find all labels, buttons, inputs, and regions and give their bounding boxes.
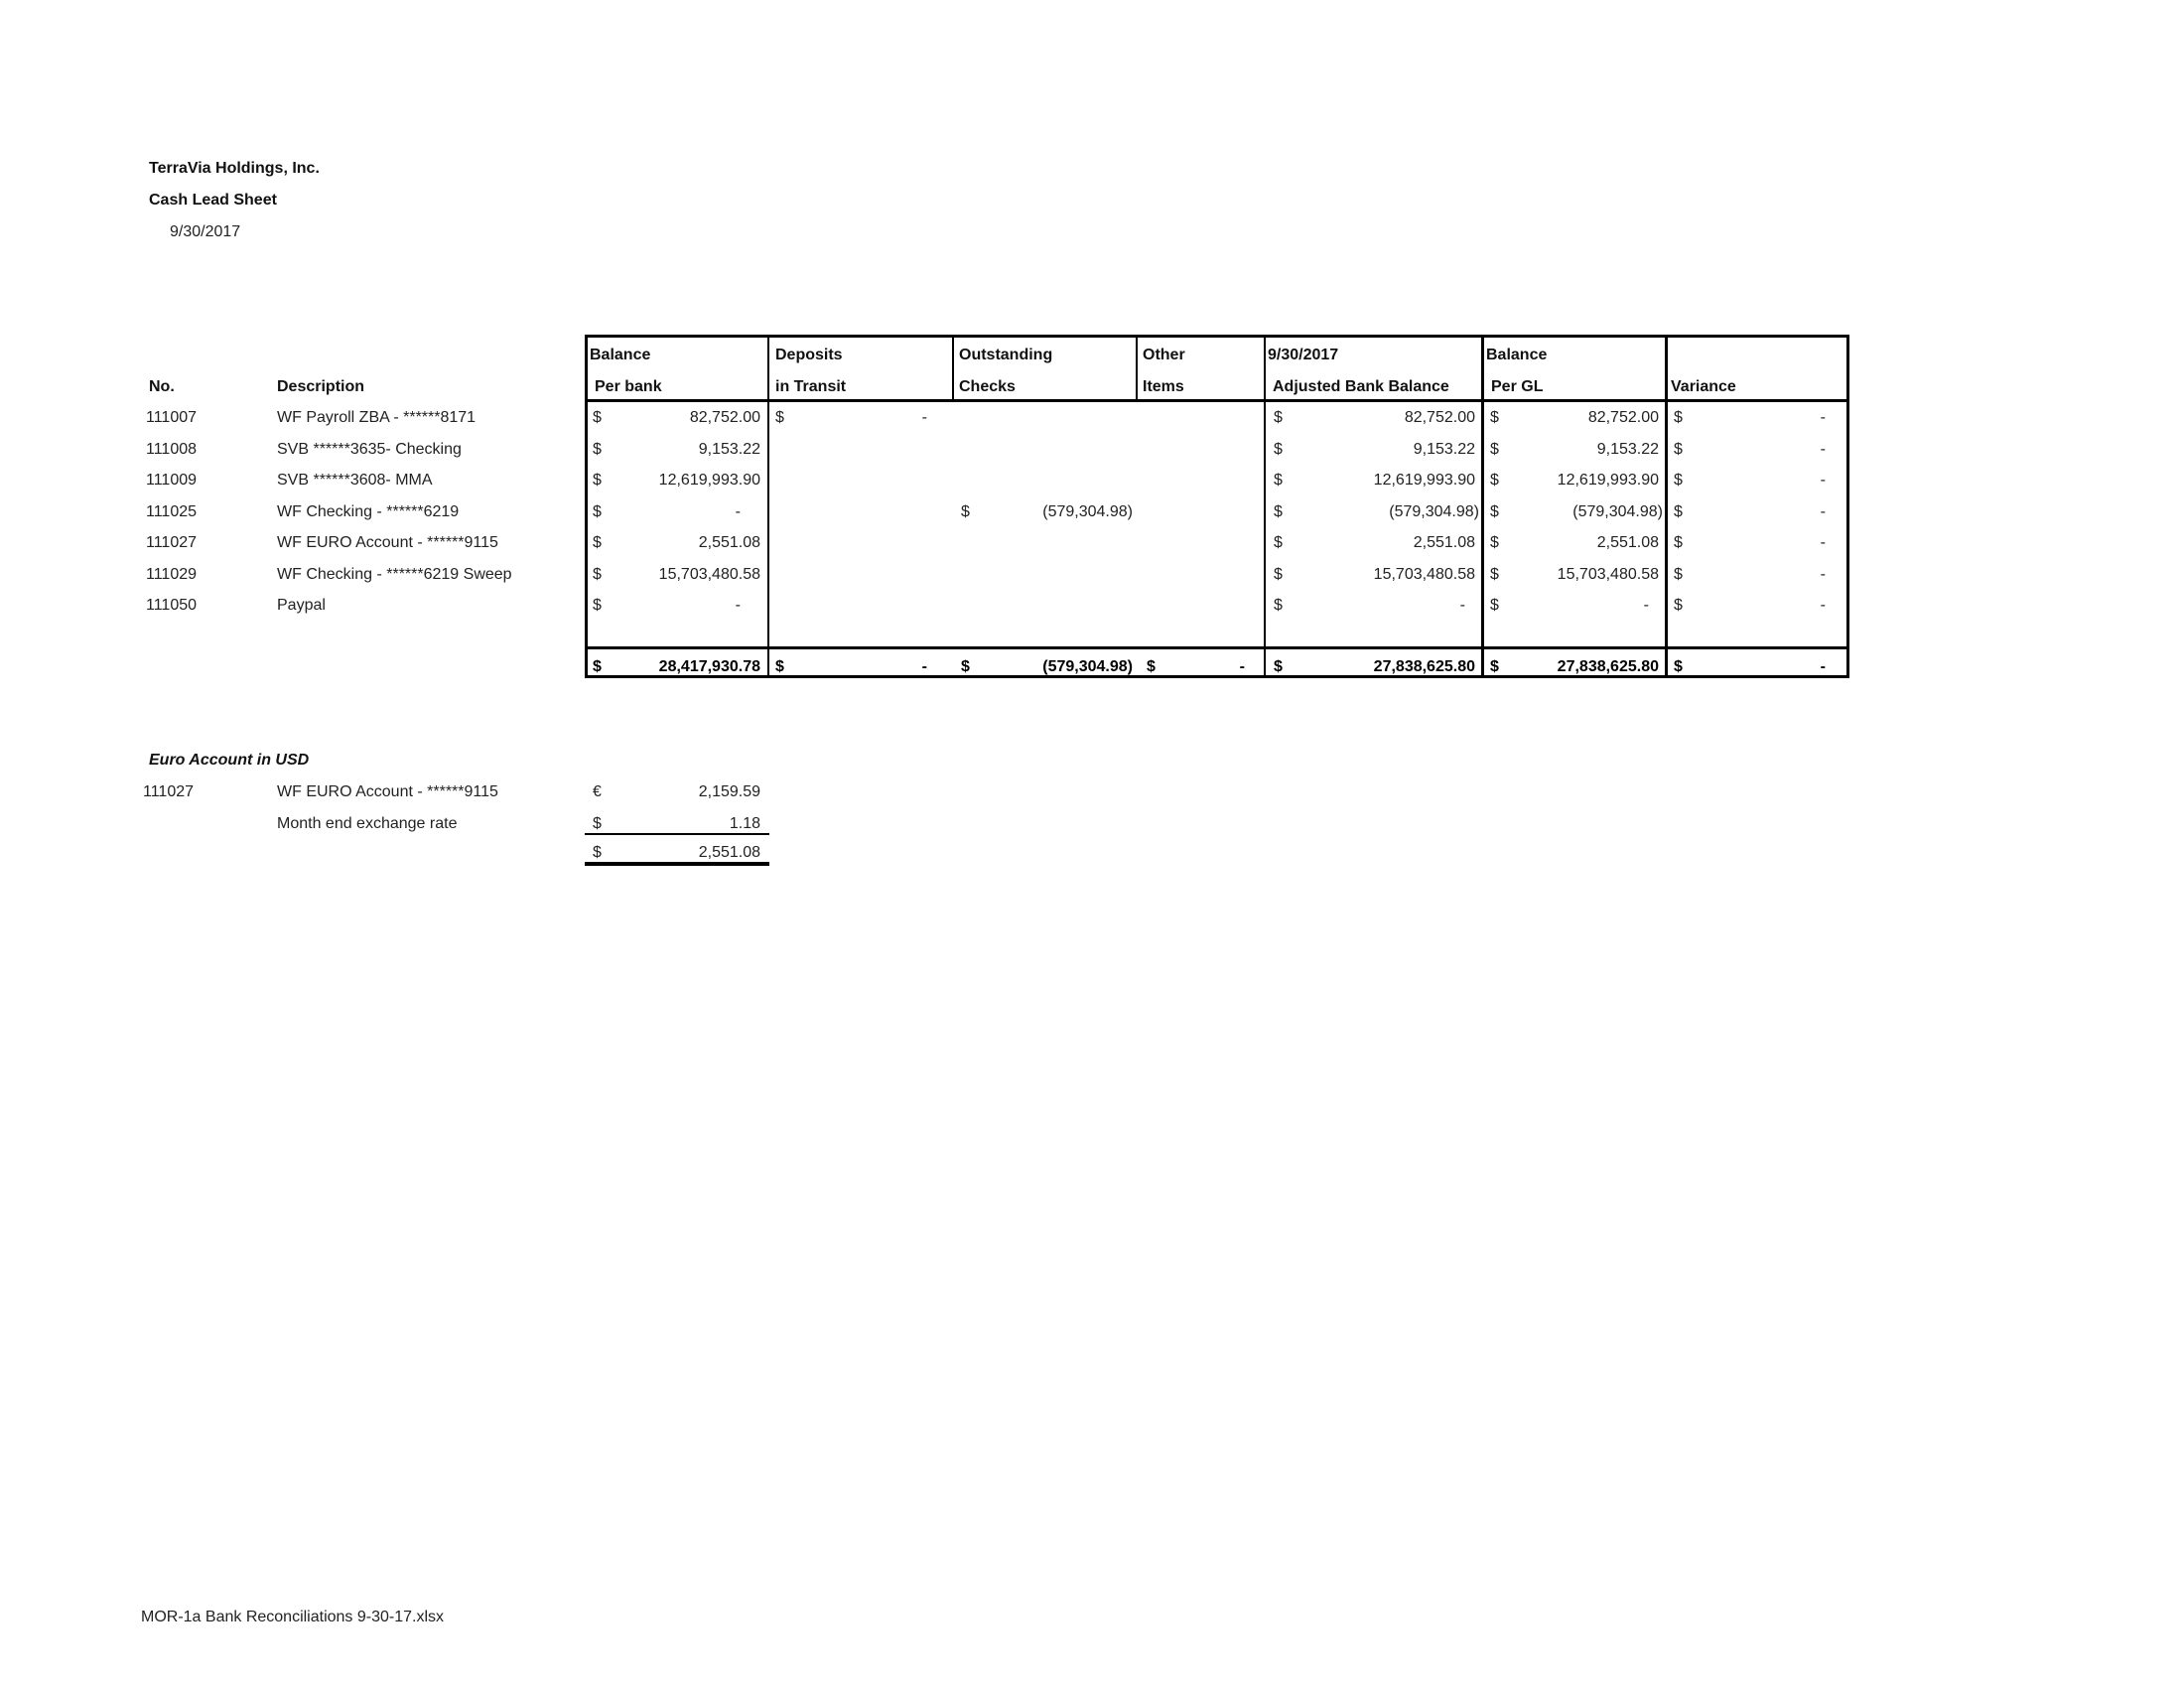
sheet-date: 9/30/2017 — [170, 223, 241, 240]
exchange-rate-value: 1.18 — [729, 815, 760, 832]
currency-symbol: $ — [1490, 658, 1499, 675]
currency-symbol: $ — [775, 409, 784, 426]
column-divider — [952, 335, 954, 401]
currency-symbol: $ — [1490, 441, 1499, 458]
currency-symbol: $ — [1490, 534, 1499, 551]
currency-symbol: $ — [593, 597, 602, 614]
subtotal-underline — [585, 833, 769, 835]
column-divider — [1665, 335, 1668, 678]
total-deposits: - — [921, 658, 927, 675]
total-other: - — [1239, 658, 1245, 675]
currency-symbol: $ — [1674, 534, 1683, 551]
adjusted-value: (579,304.98) — [1389, 503, 1479, 520]
per-gl-value: 82,752.00 — [1587, 409, 1659, 426]
currency-symbol: $ — [593, 472, 602, 489]
per-bank-value: 12,619,993.90 — [658, 472, 760, 489]
row-account-no: 111007 — [146, 409, 198, 426]
per-gl-value: 2,551.08 — [1596, 534, 1659, 551]
currency-symbol: $ — [593, 566, 602, 583]
currency-symbol: $ — [1490, 409, 1499, 426]
currency-symbol: $ — [1147, 658, 1156, 675]
total-variance: - — [1820, 658, 1826, 675]
row-description: SVB ******3608- MMA — [277, 472, 433, 489]
currency-symbol: $ — [1490, 566, 1499, 583]
currency-symbol: $ — [1674, 441, 1683, 458]
column-divider — [767, 335, 769, 678]
per-bank-value: 2,551.08 — [698, 534, 760, 551]
column-header-other-line1: Other — [1143, 347, 1185, 363]
currency-symbol: $ — [1490, 597, 1499, 614]
usd-amount: 2,551.08 — [698, 844, 760, 861]
row-account-no: 111008 — [146, 441, 198, 458]
euro-symbol: € — [593, 783, 602, 800]
currency-symbol: $ — [593, 441, 602, 458]
currency-symbol: $ — [593, 658, 602, 675]
per-gl-value: - — [1643, 597, 1649, 614]
variance-value: - — [1820, 503, 1826, 520]
exchange-rate-label: Month end exchange rate — [277, 815, 458, 832]
column-header-balance-gl-line1: Balance — [1486, 347, 1548, 363]
column-header-balance-line1: Balance — [590, 347, 651, 363]
total-per-bank: 28,417,930.78 — [658, 658, 760, 675]
euro-account-description: WF EURO Account - ******9115 — [277, 783, 498, 800]
column-header-per-gl: Per GL — [1491, 378, 1544, 395]
currency-symbol: $ — [961, 503, 970, 520]
company-name: TerraVia Holdings, Inc. — [149, 160, 320, 177]
currency-symbol: $ — [1674, 597, 1683, 614]
column-header-per-bank: Per bank — [595, 378, 662, 395]
row-description: WF Checking - ******6219 Sweep — [277, 566, 512, 583]
column-header-adjusted-bank-balance: Adjusted Bank Balance — [1273, 378, 1449, 395]
adjusted-value: - — [1459, 597, 1465, 614]
currency-symbol: $ — [1490, 503, 1499, 520]
total-per-gl: 27,838,625.80 — [1557, 658, 1659, 675]
row-account-no: 111009 — [146, 472, 198, 489]
currency-symbol: $ — [593, 534, 602, 551]
variance-value: - — [1820, 409, 1826, 426]
per-gl-value: 9,153.22 — [1596, 441, 1659, 458]
total-divider — [585, 646, 1849, 649]
column-header-items: Items — [1143, 378, 1184, 395]
row-account-no: 111029 — [146, 566, 198, 583]
header-divider — [585, 399, 1849, 402]
per-bank-value: 9,153.22 — [698, 441, 760, 458]
column-header-deposits-line1: Deposits — [775, 347, 843, 363]
adjusted-value: 82,752.00 — [1404, 409, 1475, 426]
currency-symbol: $ — [1274, 472, 1283, 489]
adjusted-value: 15,703,480.58 — [1373, 566, 1475, 583]
row-account-no: 111027 — [146, 534, 198, 551]
variance-value: - — [1820, 597, 1826, 614]
row-account-no: 111050 — [146, 597, 198, 614]
outstanding-value: (579,304.98) — [1042, 503, 1133, 520]
currency-symbol: $ — [1674, 503, 1683, 520]
euro-section-title: Euro Account in USD — [149, 752, 310, 769]
column-header-no: No. — [149, 378, 175, 395]
currency-symbol: $ — [1274, 441, 1283, 458]
currency-symbol: $ — [1274, 597, 1283, 614]
currency-symbol: $ — [1274, 409, 1283, 426]
row-description: WF Payroll ZBA - ******8171 — [277, 409, 477, 426]
per-gl-value: 15,703,480.58 — [1557, 566, 1659, 583]
column-divider — [1136, 335, 1138, 401]
row-description: WF EURO Account - ******9115 — [277, 534, 498, 551]
currency-symbol: $ — [1674, 472, 1683, 489]
column-header-variance: Variance — [1671, 378, 1736, 395]
currency-symbol: $ — [961, 658, 970, 675]
currency-symbol: $ — [1274, 503, 1283, 520]
per-bank-value: - — [735, 503, 741, 520]
currency-symbol: $ — [775, 658, 784, 675]
variance-value: - — [1820, 534, 1826, 551]
column-header-checks: Checks — [959, 378, 1016, 395]
deposits-value: - — [921, 409, 927, 426]
row-description: Paypal — [277, 597, 326, 614]
currency-symbol: $ — [1274, 658, 1283, 675]
adjusted-value: 9,153.22 — [1413, 441, 1475, 458]
column-header-description: Description — [277, 378, 365, 395]
column-header-date: 9/30/2017 — [1268, 347, 1339, 363]
variance-value: - — [1820, 472, 1826, 489]
currency-symbol: $ — [1274, 566, 1283, 583]
per-gl-value: 12,619,993.90 — [1557, 472, 1659, 489]
total-outstanding: (579,304.98) — [1042, 658, 1133, 675]
total-double-underline — [585, 862, 769, 866]
variance-value: - — [1820, 441, 1826, 458]
euro-amount: 2,159.59 — [698, 783, 760, 800]
currency-symbol: $ — [1674, 658, 1683, 675]
currency-symbol: $ — [593, 409, 602, 426]
variance-value: - — [1820, 566, 1826, 583]
adjusted-value: 2,551.08 — [1413, 534, 1475, 551]
column-divider — [1481, 335, 1484, 678]
currency-symbol: $ — [1674, 566, 1683, 583]
per-bank-value: 82,752.00 — [689, 409, 760, 426]
total-adjusted: 27,838,625.80 — [1373, 658, 1475, 675]
row-description: SVB ******3635- Checking — [277, 441, 462, 458]
adjusted-value: 12,619,993.90 — [1373, 472, 1475, 489]
euro-account-no: 111027 — [143, 783, 195, 800]
currency-symbol: $ — [593, 503, 602, 520]
per-bank-value: - — [735, 597, 741, 614]
currency-symbol: $ — [1274, 534, 1283, 551]
footer-filename: MOR-1a Bank Reconciliations 9-30-17.xlsx — [141, 1609, 445, 1625]
currency-symbol: $ — [593, 815, 602, 832]
column-divider — [1264, 335, 1266, 678]
row-account-no: 111025 — [146, 503, 198, 520]
currency-symbol: $ — [1490, 472, 1499, 489]
currency-symbol: $ — [1674, 409, 1683, 426]
per-bank-value: 15,703,480.58 — [658, 566, 760, 583]
per-gl-value: (579,304.98) — [1572, 503, 1663, 520]
column-header-outstanding-line1: Outstanding — [959, 347, 1053, 363]
sheet-title: Cash Lead Sheet — [149, 192, 277, 209]
column-header-in-transit: in Transit — [775, 378, 847, 395]
currency-symbol: $ — [593, 844, 602, 861]
row-description: WF Checking - ******6219 — [277, 503, 460, 520]
